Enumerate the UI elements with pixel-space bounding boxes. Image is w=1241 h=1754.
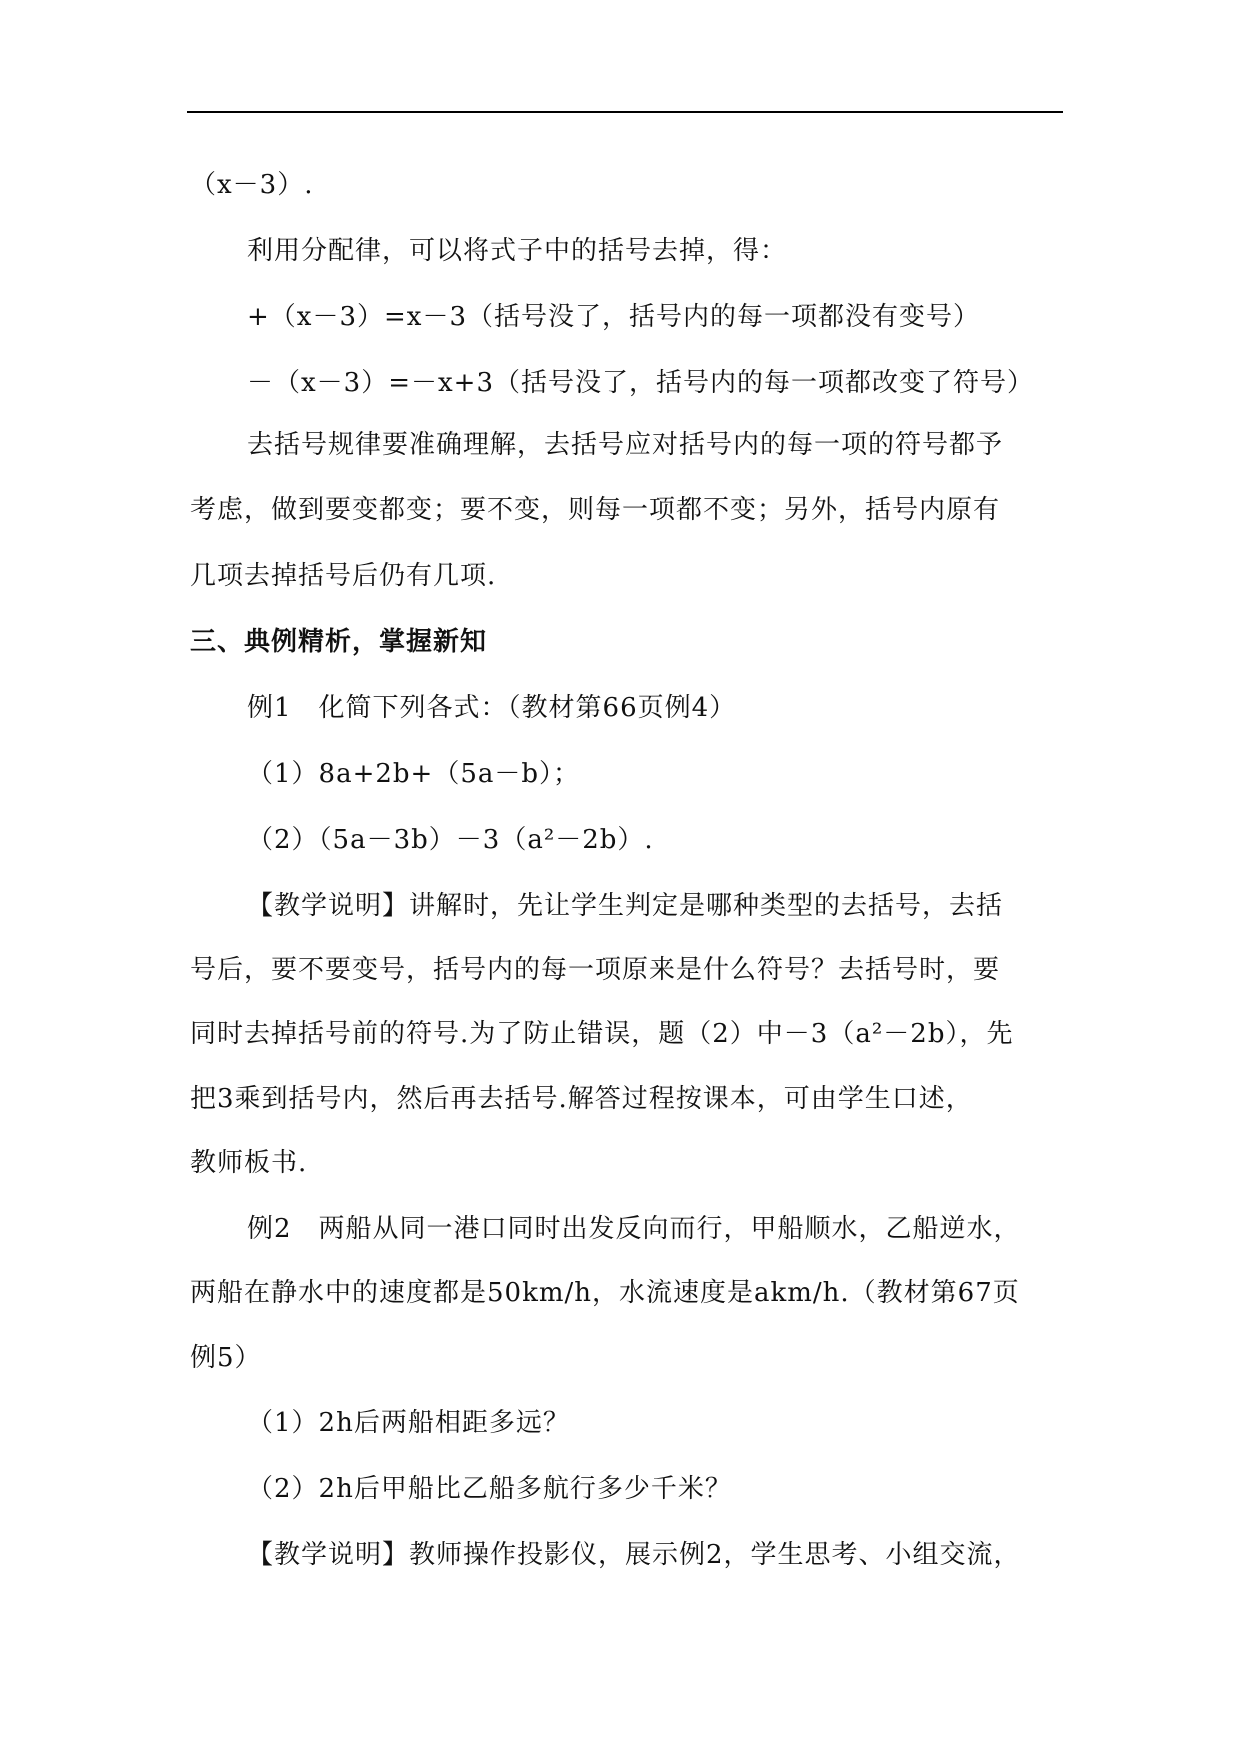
text-line: （x－3）. (190, 170, 314, 200)
text-line: 利用分配律，可以将式子中的括号去掉，得： (247, 236, 788, 266)
text-line: 号后，要不要变号，括号内的每一项原来是什么符号？去括号时，要 (190, 955, 1001, 985)
text-line: 例5） (190, 1343, 262, 1373)
text-line: 两船在静水中的速度都是50km/h，水流速度是akm/h.（教材第67页 (190, 1278, 1020, 1308)
text-line: 【教学说明】教师操作投影仪，展示例2，学生思考、小组交流， (247, 1540, 1021, 1570)
header-rule (187, 111, 1063, 113)
text-line: （2）2h后甲船比乙船多航行多少千米？ (247, 1474, 732, 1504)
text-line: +（x－3）=x－3（括号没了，括号内的每一项都没有变号） (247, 302, 980, 332)
text-line: 几项去掉括号后仍有几项. (190, 561, 497, 591)
text-line: 同时去掉括号前的符号.为了防止错误，题（2）中－3（a²－2b），先 (190, 1019, 1014, 1049)
text-line: （1）2h后两船相距多远？ (247, 1408, 570, 1438)
text-line: －（x－3）=－x+3（括号没了，括号内的每一项都改变了符号） (247, 368, 1034, 398)
text-line: 【教学说明】讲解时，先让学生判定是哪种类型的去括号，去括 (247, 891, 1004, 921)
text-line: 例2 两船从同一港口同时出发反向而行，甲船顺水，乙船逆水， (247, 1214, 1021, 1244)
text-line: 教师板书. (190, 1148, 308, 1178)
text-line: 考虑，做到要变都变；要不变，则每一项都不变；另外，括号内原有 (190, 495, 1001, 525)
text-line: 把3乘到括号内，然后再去括号.解答过程按课本，可由学生口述， (190, 1084, 973, 1114)
text-line: 去括号规律要准确理解，去括号应对括号内的每一项的符号都予 (247, 430, 1004, 460)
text-line: 例1 化简下列各式：（教材第66页例4） (247, 693, 737, 723)
text-line: （1）8a+2b+（5a－b）； (247, 759, 581, 789)
section-heading: 三、典例精析，掌握新知 (190, 627, 488, 657)
text-line: （2）（5a－3b）－3（a²－2b）. (247, 825, 654, 855)
